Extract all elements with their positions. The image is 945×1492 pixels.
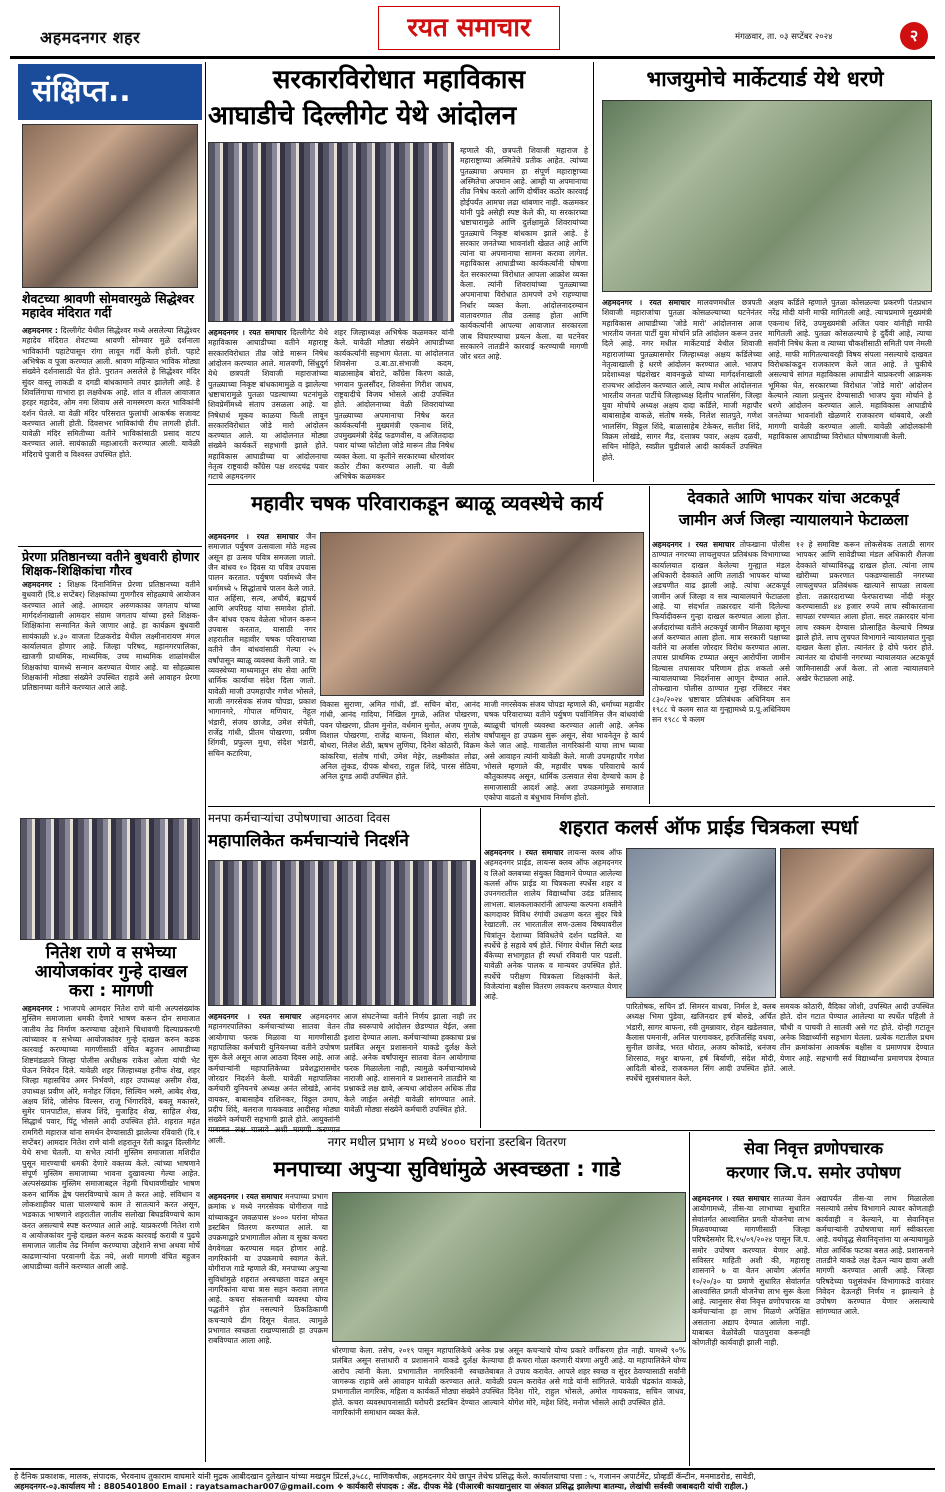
retired-headline-2: करणार जि.प. समोर उपोषण xyxy=(726,1163,901,1182)
devkate-col1-wrap xyxy=(652,540,790,802)
story2-byline: अहमदनगर : xyxy=(22,580,62,589)
colours-byline: अहमदनगर । रयत समाचार xyxy=(484,848,564,857)
lead-byline: अहमदनगर । रयत समाचार xyxy=(208,328,287,337)
footer-line-2: अहमदनगर-०३.कार्यालय मो : 8805401800 Email : rayatsamachar007@gmail.com ❖ कार्यकारी संपादक : ॲड. दीपक मेढे (पीआरबी कायद्यानुसार या अंकात प्रसिद्ध झालेल्या बातम्या, लेखांची सर्वस्वी जबाबदारी यांची राहील.) xyxy=(14,1482,749,1491)
manapa-col2: आज संघटनेच्या वतीने निर्णय झाला नाही तर तीव्र स्वरूपाचे आंदोलन छेडण्यात येईल, असा इशारा देण्यात आला. कर्मचाऱ्यांच्या हक्काचा प्रश्न प्रलंबित असून प्रशासनाने याकडे दुर्लक्ष केले आहे. अनेक वर्षांपासून सातवा वेतन आयोगाचा फरक मिळालेला नाही, त्यामुळे कर्मचाऱ्यांमध्ये नाराजी आहे. शासनाने व प्रशासनाने तातडीने या प्रश्नाकडे लक्ष द्यावे, अन्यथा आंदोलन अधिक तीव्र केले जाईल असेही यावेळी सांगण्यात आले. यावेळी मोठ्या संख्येने कर्मचारी उपस्थित होते. xyxy=(344,1012,476,1114)
mahavir-byline: अहमदनगर । रयत समाचार xyxy=(208,532,299,541)
dustbin-col1-wrap xyxy=(208,1192,328,1464)
manapa-col1: अहमदनगर महानगरपालिका कर्मचाऱ्यांच्या सातवा वेतन आयोगाचा फरक मिळावा या मागणीसाठी महापालिका कर्मचारी युनियनच्या वतीने उपोषण सुरू केले असून आज आठवा दिवस आहे. आज कर्मचाऱ्यांनी महापालिकेच्या प्रवेशद्वारासमोर जोरदार निदर्शने केली. यावेळी महापालिका कर्मचारी युनियनचे अध्यक्ष अनंत लोखंडे, आनंद वायकर, बाबासाहेब राशिनकर, विठ्ठल उमाप, प्रदीप शिंदे, बलराज गायकवाड आदीसह मोठ्या संख्येने कर्मचारी सहभागी झाले होते. आयुक्तांनी याबाबत लक्ष घालावे अशी मागणी करण्यात आली. xyxy=(208,1012,340,1145)
footer-line-1: हे दैनिक प्रकाशक, मालक, संपादक, भैरवनाथ तुकाराम वाघमारे यांनी मुद्रक आबीदखान दुलेखान यांच्या मखदुम प्रिंटर्स,३५८८, माणिकचौक, अहमदनगर येथे छापून तेथेच प्रसिद्ध केले. कार्यालयाचा पत्ता : ५, गजानन अपार्टमेंट, प्रोव्हर्डी कॅन्टीन, मनमाडरोड, सावेडी, xyxy=(14,1472,756,1481)
colours-headline: शहरात कलर्स ऑफ प्राईड चित्रकला स्पर्धा xyxy=(559,815,858,839)
colours-story xyxy=(482,808,935,1128)
colours-col1-wrap xyxy=(484,848,622,1124)
manapa-headline: महापालिकेत कर्मचाऱ्यांचे निदर्शने xyxy=(208,831,409,851)
sidebar-rule xyxy=(205,62,206,1462)
lead-col3: म्हणाले की, छत्रपती शिवाजी महाराज हे महाराष्ट्राच्या अस्मितेचे प्रतीक आहेत. त्यांच्या पुतळ्याचा अपमान हा संपूर्ण महाराष्ट्राच्या अस्मितेचा अपमान आहे. आम्ही या अपमानाचा तीव्र निषेध करतो आणि दोषींवर कठोर कारवाई होईपर्यंत आमचा लढा थांबणार नाही. कळमकर यांनी पुढे असेही स्पष्ट केले की, या सरकारच्या भ्रष्टाचारामुळे आणि दुर्लक्षामुळे शिवरायांच्या पुतळ्याचे निकृष्ट बांधकाम झाले आहे. हे सरकार जनतेच्या भावनांशी खेळत आहे आणि त्यांना या अपमानाचा सामना करावा लागेल. महाविकास आघाडीच्या कार्यकर्त्यांनी घोषणा देत सरकारच्या विरोधात आपला आक्रोश व्यक्त केला. त्यांनी शिवरायांच्या पुतळ्याच्या अपमानाचा विरोधात ठामपणे उभे राहण्याचा निर्धार व्यक्त केला. आंदोलनादरम्यान वातावरणात तीव्र उत्साह होता आणि कार्यकर्त्यांनी आपल्या आवाजात सरकारला जाब विचारण्याचा प्रयत्न केला. या घटनेवर सरकारने तातडीने कारवाई करण्याची मागणी जोर धरत आहे. xyxy=(460,146,588,362)
bjym-col2: अक्षय कर्डिले म्हणाले पुतळा कोसळल्या प्रकरणी पंतप्रधान नरेंद्र मोदी यांनी माफी मागितली आहे. त्याचप्रमाणे मुख्यमंत्री एकनाथ शिंदे, उपमुख्यमंत्री अजित पवार यांनीही माफी मागितली आहे. पुतळा कोसळल्याचे हे दुर्दैवी आहे, त्याचा सर्वांनी निषेध केला व त्याच्या चौकशीसाठी समिती पण नेमली आहे. माफी मागितल्यावरही विषय संपला नसल्याचे दाखवत विरोधकांकडून राजकारण केले जात आहे. ते चुकीचे असल्याचे सांगत महाविकास आघाडीने याप्रकरणी आक्रमक भूमिका घेत, सरकारच्या विरोधात 'जोडे मारो' आंदोलन केल्याने त्याला प्रत्युत्तर देण्यासाठी भाजप युवा मोर्चाने हे धरणे आंदोलन करण्यात आले. महाविकास आघाडीचे जनतेच्या भावनांशी खेळणारे राजकारण थांबवावे, अशी मागणी यावेळी करण्यात आली. यावेळी आंदोलकांनी महाविकास आघाडीच्या विरोधात घोषणाबाजी केली. xyxy=(768,298,933,442)
mahavir-col2: विकास सुराणा, अमित गांधी, डॉ. सचिन बोरा, आनंद गांधी, आनंद गादिया, निखिल गुगळे, अतिश पोखरणा, पवन पोखरणा, प्रीतम मुनोत, वर्धमान मुनोत, अजय गुगळे, विशाल पोखरणा, राजेंद्र बाफना, विशाल बोरा, संतोष बोथरा, निलेश शेठी, ऋषभ लुणिया, दिनेश कोठारी, विक्रम कांकरिया, संतोष गांधी, उमेश मेहेर, लक्ष्मीकांत लोढा, अनिल लुंकड, दीपक बोथरा, राहुल शिंदे, पारस सेठिया, अनिल दुगड आदी उपस्थित होते. xyxy=(320,700,480,782)
lead-col2: शहर जिल्हाध्यक्ष अभिषेक कळमकर यांनी केले. यावेळी मोठ्या संख्येने आघाडीच्या कार्यकर्त्यांनी सहभाग घेतला. या आंदोलनात शिवसेना उ.बा.ठा.संभाजी कदम, बाळासाहेब बोराटे, काँग्रेस किरण काळे, भगवान फुलसौंदर, शिवसेना गिरीश जाधव, राष्ट्रवादीचे विजय भोसले आदी उपस्थित होते. आंदोलनाच्या वेळी शिवरायांच्या पुतळ्याच्या अपमानाचा निषेध करत कार्यकर्त्यांनी मुख्यमंत्री एकनाथ शिंदे, उपमुख्यमंत्री देवेंद्र फडणवीस, व अजितदादा पवार यांच्या फोटोला जोडे मारून तीव्र निषेध व्यक्त केला. या कृतीने सरकारच्या धोरणांवर कठोर टीका करण्यात आली. या वेळी अभिषेक कळमकर xyxy=(334,328,454,482)
lead-headline-1: सरकारविरोधात महाविकास xyxy=(272,65,526,95)
retired-col1: सातव्या वेतन आयोगामध्ये, तीस-या लाभाच्या सुधारित सेवांतर्गत आश्वासित प्रगती योजनेचा लाभ मिळवण्याच्या मागणीसाठी जिल्हा परिषदेसमोर दि.१५/०९/२०२४ पासून जि.प. समोर उपोषण करण्यात येणार आहे. सविस्तर माहिती अशी की, महाराष्ट्र शासनाने ७ वा वेतन आयोग अंतर्गत १०/२०/३० या प्रमाणे सुधारित सेवांतर्गत आश्वासित प्रगती योजनेचा लाभ सुरू केला आहे. त्यानुसार सेवा निवृत्त व्रणोपचारक या कर्मचाऱ्यांना हा लाभ मिळणे अपेक्षित असताना अद्याप देण्यात आलेला नाही. याबाबत वेळोवेळी पाठपुरावा करूनही कोणतीही कार्यवाही झाली नाही. xyxy=(692,1194,811,1348)
mahavir-rule xyxy=(649,486,650,804)
devkate-col1: तोफखाना पोलीस ठाण्यात नगरच्या लाचलुचपत प्रतिबंधक विभागाच्या कार्यालयात दाखल केलेल्या गुन्ह्यात मंडल अधिकारी देवकाते आणि तलाठी भापकर यांच्या अडचणीत वाढ झाली आहे. त्यांचा अटकपूर्व जामीन अर्ज जिल्हा व सत्र न्यायालयाने फेटाळला आहे. या संदर्भात तक्रारदार यांनी दिलेल्या फिर्यादीवरून गुन्हा दाखल करण्यात आला होता. अर्जदारांच्या वतीने अटकपूर्व जामीन मिळावा म्हणून अर्ज करण्यात आला होता. मात्र सरकारी पक्षाच्या वतीने या अर्जास जोरदार विरोध करण्यात आला. तपास प्राथमिक टप्प्यात असून आरोपींना जामीन दिल्यास तपासावर परिणाम होऊ शकतो असे न्यायालयाच्या निदर्शनास आणून देण्यात आले. तोफखाना पोलीस ठाण्यात गुन्हा रजिस्टर नंबर ८३०/२०२४ भ्रष्टाचार प्रतिबंधक अधिनियम सन १९८८ चे कलम सात या गुन्ह्यामध्ये प्र.पू.अधिनियम सन १९८८ चे कलम xyxy=(652,540,791,725)
temple-photo xyxy=(22,124,198,288)
page-number-badge xyxy=(900,22,928,50)
page-number: २ xyxy=(909,26,919,45)
row1-rule xyxy=(208,484,935,485)
manapa-story xyxy=(208,808,478,1145)
devkate-story xyxy=(652,486,935,804)
dustbin-col2: धोरणाचा केला. तसेच, २०१९ पासून महापालिकेचे अनेक प्रश्न प्रलंबित असून सत्ताधारी व प्रशासनाने याकडे दुर्लक्ष केल्याचा आरोप त्यांनी केला. प्रभागातील नागरिकांनी स्वच्छतेबाबत जागरूक राहावे असे आवाहन यावेळी करण्यात आले. यावेळी प्रभागातील नागरिक, महिला व कार्यकर्ते मोठ्या संख्येने उपस्थित होते. कचरा व्यवस्थापनासाठी घरोघरी डस्टबिन देण्यात आल्याने नागरिकांनी समाधान व्यक्त केले. xyxy=(332,1346,504,1417)
dustbin-rule xyxy=(689,1132,690,1466)
dustbin-photo xyxy=(332,1192,686,1342)
retired-headline-1: सेवा निवृत्त व्रणोपचारक xyxy=(743,1139,884,1158)
issue-date: मंगळवार, ता. ०३ सप्टेंबर २०२४ xyxy=(735,32,833,42)
masthead xyxy=(10,6,935,62)
footer-rule xyxy=(10,1468,935,1470)
sidebar-title-box xyxy=(18,64,202,120)
manapa-rule xyxy=(480,808,481,1128)
masthead-rule xyxy=(10,56,935,59)
mahavir-story xyxy=(208,486,646,804)
meeting-photo xyxy=(20,818,200,940)
lead-headline-2: आघाडीचे दिल्लीगेट येथे आंदोलन xyxy=(208,101,517,131)
paper-name-box xyxy=(378,6,560,50)
lead-col1: दिल्लीगेट येथे महाविकास आघाडीच्या वतीने महाराष्ट्र सरकारविरोधात तीव्र जोडे मारून निषेध आंदोलन करण्यात आले. मालवणी, सिंधुदुर्ग येथे छत्रपती शिवाजी महाराजांच्या पुतळ्याच्या निकृष्ट बांधकामामुळे व झालेल्या भ्रष्टाचारामुळे पुतळा पडल्याच्या घटनांमुळे शिवप्रेमींमध्ये संताप उसळला आहे. या निषेधार्थ मूकव काळया फिती लावून सरकारविरोधात जोडे मारो आंदोलन करण्यात आले. या आंदोलनात मोठ्या संख्येने कार्यकर्ते सहभागी झाले होते. महाविकास आघाडीच्या या आंदोलनाचा नेतृत्व राष्ट्रवादी काँग्रेस पक्ष शरदचंद्र पवार गटाचे अहमदनगर xyxy=(208,328,329,482)
paper-name: रयत समाचार xyxy=(407,13,531,43)
row2-rule xyxy=(208,806,935,807)
lead-col1-wrap xyxy=(208,328,329,482)
story2-body-wrap xyxy=(22,580,200,810)
manapa-kicker: मनपा कर्मचाऱ्यांचा उपोषणाचा आठवा दिवस xyxy=(208,811,390,825)
story3-body: भाजपचे आमदार नितेश राणे यांनी अल्पसंख्यांक मुस्लिम समाजाला धमकी देणारे भाषण करून दोन समाजात जातीय तेढ निर्माण करण्याचा उद्देशाने चिथावणी दिल्याप्रकरणी त्यांच्यावर व सभेच्या आयोजकांवर गुन्हे दाखल करुन कडक कारवाई करण्याच्या मागणीसाठी वंचित बहुजन आघाडीच्या शिष्टमंडळाने जिल्हा पोलीस अधीक्षक राकेश ओला यांची भेट घेऊन निवेदन दिले. यावेळी शहर जिल्हाध्यक्ष हनीफ शेख, शहर जिल्हा महासचिव अमर निर्भवणे, शहर उपाध्यक्ष असीम शेख, उपाध्यक्ष प्रवीण ओरे, मनोहर जिंदम, सिल्विन भस्मे, आबेद शेख, अक्षय शिंदे, जोसेफ विल्सन, राजू भिंगारदिवे, बबलू मकासरे, सुमेर पानपाटील, संजय शिंदे, मुजाहिद शेख, साहिल शेख, सिद्धार्थ पवार, पिंटू भोसले आदी उपस्थित होते. शहरात महंत रामगिरी महाराज यांना समर्थन देण्यासाठी झालेल्या रविवारी (दि.१ सप्टेंबर) आमदार नितेश राणे यांनी शहरातून रॅली काढून दिल्लीगेट येथे सभा घेतली. या सभेत त्यांनी मुस्लिम समाजाला मशिदीत घुसून मारण्याची धमकी देणारे वक्तव्य केले. त्यांच्या भाषणाने संपूर्ण मुस्लिम समाजाच्या भावना दुखावल्या गेल्या आहेत. अल्पसंख्यांक मुस्लिम समाजाबद्दल नेहमी चिथावणीखोर भाषण करुन धार्मिक द्वेष पसरविण्याचे काम ते करत आहे. संविधान व लोकशाहीवर घाला घालण्याचे काम ते सातत्याने करत असून, भडकाऊ भाषणाने शहरातील जातीय सलोखा बिघडविण्याचे काम करत असल्याचे स्पष्ट करण्यात आले आहे. याप्रकरणी नितेश राणे व आयोजकांवर गुन्हे दाखल करुन कडक कारवाई करावी व पुढचे समाजात जातीय तेढ निर्माण करण्याचा उद्देशाने सभा अथवा मोर्चे काढणाऱ्यांना परवानगी देऊ नये, अशी मागणी वंचित बहुजन आघाडीच्या वतीने करण्यात आली आहे. xyxy=(22,1004,200,1271)
dustbin-story xyxy=(208,1132,686,1466)
sidebar-divider-1 xyxy=(18,546,202,547)
manapa-byline: अहमदनगर । रयत समाचार xyxy=(208,1012,302,1021)
mahavir-headline: महावीर चषक परिवाराकडून ब्याळू व्यवस्थेचे कार्य xyxy=(251,491,603,515)
colours-photo-1 xyxy=(626,848,776,998)
sidebar xyxy=(18,62,202,1467)
story3-body-wrap xyxy=(22,1004,200,1454)
sidebar-title: संक्षिप्त.. xyxy=(32,74,131,109)
story2-headline: प्रेरणा प्रतिष्ठानच्या वतीने बुधवारी होणार शिक्षक-शिक्षिकांचा गौरव xyxy=(22,549,200,578)
section-label: अहमदनगर शहर xyxy=(40,28,141,47)
colours-col3: समयक कोठारी, वैदिका जोशी, उपस्थित आदी उपस्थित होते. दोन गटात घेण्यात आलेल्या या स्पर्धेत पहिली ते चौथी व पाचवी ते सातवी असे गट होते. दोन्ही गटातून अनेक विद्यार्थ्यांनी सहभाग घेतला. प्रत्येक गटातील प्रथम तीन क्रमांकांना आकर्षक बक्षीस व प्रमाणपत्र देण्यात येणार आहे. सहभागी सर्व विद्यार्थ्यांना प्रमाणपत्र देण्यात आले. xyxy=(780,1002,934,1073)
devkate-headline-1: देवकाते आणि भापकर यांचा अटकपूर्व xyxy=(687,489,900,507)
devkate-byline: अहमदनगर । रयत समाचार xyxy=(652,540,735,549)
story3-headline: नितेश राणे व सभेच्या आयोजकांवर गुन्हे दाखल करा : मागणी xyxy=(34,943,188,1002)
story2-body: शिक्षक दिनानिमित्त प्रेरणा प्रतिष्ठानच्या वतीने बुधवारी (दि.४ सप्टेंबर) शिक्षकांच्या गुणगौरव सोहळ्याचे आयोजन करण्यात आले आहे. आमदार अरुणकाका जगताप यांच्या मार्गदर्शनाखाली आमदार संग्राम जगताप यांच्या हस्ते शिक्षक-शिक्षिकांना सन्मानित केले जाणार आहे. हा कार्यक्रम बुधवारी सायंकाळी ४.३० वाजता टिळकरोड येथील लक्ष्मीनारायण मंगल कार्यालयात होणार आहे. जिल्हा परिषद, महानगरपालिका, खाजगी प्राथमिक, माध्यमिक, उच्च माध्यमिक शाळांमधील शिक्षकांचा यामध्ये सन्मान करण्यात येणार आहे. या सोहळ्यास शिक्षकांनी मोठ्या संख्येने उपस्थित राहावे असे आवाहन प्रेरणा प्रतिष्ठानच्या वतीने करण्यात आले आहे. xyxy=(22,580,200,693)
lead-rule xyxy=(593,62,594,482)
bjym-byline: अहमदनगर । रयत समाचार xyxy=(602,298,691,307)
story1-body: दिल्लीगेट येथील सिद्धेश्वर मध्ये असलेल्या सिद्धेश्वर महादेव मंदिरात शेवटच्या श्रावणी सोमवार मुळे दर्शनाला भाविकांनी पहाटेपासून रांगा लावून गर्दी केली होती. पहाटे अभिषेक व पूजा करण्यात आली. श्रावण महिन्यात भाविक मोठ्या संख्येने दर्शनासाठी येत होते. पुरातन असलेले हे सिद्धेश्वर मंदिर सुंदर वास्तू लाकडी व दगडी बांधकामाने तयार झालेली आहे. हे शिवलिंगाचा गाभारा हा लक्षवेधक आहे. शांत व शीतल आवाजात हरहर महादेव, ओम नमः शिवाय असे नामस्मरण करत भाविकांनी दर्शन घेतले. या वेळी मंदिर परिसरात फुलांची आकर्षक सजावट करण्यात आली होती. दिवसभर भाविकांची रीघ लागली होती. यावेळी मंदिर समितीच्या वतीने भाविकांसाठी प्रसाद वाटप करण्यात आले. सायंकाळी महाआरती करण्यात आली. यावेळी मंदिराचे पुजारी व विश्वस्त उपस्थित होते. xyxy=(22,326,200,459)
devkate-headline-2: जामीन अर्ज जिल्हा न्यायालयाने फेटाळला xyxy=(678,511,909,529)
story1-body-wrap xyxy=(22,326,200,542)
dustbin-kicker: नगर मधील प्रभाग ४ मध्ये ४००० घरांना डस्टबिन वितरण xyxy=(327,1135,567,1149)
footer-imprint xyxy=(14,1472,934,1492)
dustbin-byline: अहमदनगर । रयत समाचार xyxy=(208,1192,283,1201)
mahavir-col3: माजी नगरसेवक संजय चोपडा म्हणाले की, धर्माच्या महावीर चषक परिवाराच्या वतीने पर्युषण पर्वानिमित्त जैन बांधवांची ब्याळूची चांगली व्यवस्था करण्यात आली आहे. अनेक वर्षांपासून हा उपक्रम सुरू असून, सेवा भावनेतून हे कार्य केले जात आहे. गावातील नागरिकांनी याचा लाभ घ्यावा असे आवाहन त्यांनी यावेळी केले. माजी उपमहापौर गणेश भोसले म्हणाले की, महावीर चषक परिवाराचे कार्य कौतुकास्पद असून, धार्मिक उत्सवात सेवा देण्याचे काम हे समाजासाठी आदर्श आहे. अशा उपक्रमांमुळे समाजात एकोपा वाढतो व बंधुभाव निर्माण होतो. xyxy=(484,700,644,802)
retired-byline: अहमदनगर । रयत समाचार xyxy=(692,1194,770,1203)
colours-photo-2 xyxy=(780,848,934,998)
colours-col1: लायन्स क्लब ऑफ अहमदनगर प्राईड, लायन्स क्लब ऑफ अहमदनगर व लिओ क्लबच्या संयुक्त विद्यमाने घेण्यात आलेल्या कलर्स ऑफ प्राईड या चित्रकला स्पर्धेस शहर व उपनगरातील शालेय विद्यार्थ्यांचा उदंड प्रतिसाद लाभला. बालकलाकारांनी आपल्या कल्पना शक्तीने कागदावर विविध रंगांची उधळण करत सुंदर चित्रे रेखाटली. तर भारतातील सण-उत्सव विषयावरील चित्रांतून देशाच्या विविधतेचे दर्शन घडविले. या स्पर्धेचे हे सहावे वर्ष होते. भिंगार येथील सिटी ब्लड बँकेच्या सभागृहात ही स्पर्धा रविवारी पार पडली. यावेळी अनेक पालक व मान्यवर उपस्थित होते. स्पर्धेचे परीक्षण चित्रकला शिक्षकांनी केले. विजेत्यांना बक्षीस वितरण लवकरच करण्यात येणार आहे. xyxy=(484,848,622,1002)
colours-col2: पारितोषक, सचिन डॉ. सिमरन वाधवा, निर्मल डे, क्लब अध्यक्ष भिमा पुंडेवा, खजिनदार हर्ष बोरुडे, अर्चित भंडारी, सागर बाफना, रवी तुमन्नावार, रोहन खडेलवाल, कैलास पमनानी, अनिल पारगावकर, हरजितसिंह वधवा, सुनील छाजेड, भरत थोरात, अजय कोकांडे, धनंजय शिरसाठ, मधुर बाफना, हर्ष बिर्याणी, संदेश मोदी, आदिती बोरुडे, राजकमल सिंग आदी उपस्थित होते. स्पर्धेचे सूत्रसंचालन केले. xyxy=(626,1002,776,1084)
retired-col1-wrap xyxy=(692,1194,810,1464)
mahavir-col1-wrap xyxy=(208,532,316,802)
story1-byline: अहमदनगर : xyxy=(22,326,58,335)
dustbin-col1: मनपाच्या प्रभाग क्रमांक ४ मध्ये नगरसेवक योगीराज गाडे यांच्याकडून जवळपास ४००० घरांना मोफत डस्टबिन वितरण करण्यात आले. या उपक्रमाद्वारे प्रभागातील ओला व सुका कचरा वेगवेगळा करण्यास मदत होणार आहे. नागरिकांनी या उपक्रमाचे स्वागत केले. योगीराज गाडे म्हणाले की, मनपाच्या अपुऱ्या सुविधांमुळे शहरात अस्वच्छता वाढत असून नागरिकांना याचा त्रास सहन करावा लागत आहे. कचरा संकलनाची व्यवस्था योग्य पद्धतीने होत नसल्याने ठिकठिकाणी कचऱ्याचे ढीग दिसून येतात. त्यामुळे प्रभागात स्वच्छता राखण्यासाठी हा उपक्रम राबविण्यात आला आहे. xyxy=(208,1192,329,1346)
manapa-photo xyxy=(208,860,476,1006)
story3-byline: अहमदनगर : xyxy=(22,1004,60,1013)
bjym-photo xyxy=(602,100,932,292)
lead-photo xyxy=(208,142,454,322)
mahavir-col1: जैन समाजात पर्युषण उत्सवाला मोठे महत्त्व असून हा उत्सव पवित्र समजला जातो. जैन बांधव १० दिवस या पवित्र उपवास पालन करतात. पर्युषण पर्वामध्ये जैन धर्मामध्ये ५ सिद्धांताचे पालन केले जाते. यात अहिंसा, सत्य, अचौर्य, ब्रह्मचर्य आणि अपरिग्रह यांचा समावेश होतो. जैन बांधव एकच वेळेला भोजन करून उपवास करतात, यासाठी नगर शहरातील महावीर चषक परिवाराच्या वतीने जैन बांधवांसाठी गेल्या २५ वर्षांपासून ब्याळू व्यवस्था केली जाते. या व्यवस्थेच्या माध्यमातून संघ सेवा आणि धार्मिक कार्याचा संदेश दिला जातो. यावेळी माजी उपमहापौर गणेश भोसले, माजी नगरसेवक संजय चोपडा, प्रकाश भागानगरे, गोपाल मणियार, नेहूल भंडारी, संजय छाजेड, उमेश संचेती, राजेंद्र गांधी, प्रीतम पोखरणा, प्रवीण शिंगवी, प्रफुल्ल मुथा, संदेश भंडारी, सचिन कटारिया, xyxy=(208,532,316,758)
mahavir-photo xyxy=(320,532,644,696)
dustbin-col3: असून कचऱ्याचे योग्य प्रकारे वर्गीकरण होत नाही. यामध्ये ९०% ही कचरा गोळा करणारी यंत्रणा अपुरी आहे. या महापालिकेने योग्य ते उपाय करावेत. आपले शहर स्वच्छ व सुंदर ठेवण्यासाठी सर्वांनी प्रयत्न करावेत असे गाडे यांनी सांगितले. यावेळी चंद्रकांत वाकळे, दिनेश गोरे, राहुल भोसले, अमोल गायकवाड, सचिन जाधव, योगेश मोरे, महेश शिंदे, मनोज भोसले आदी उपस्थित होते. xyxy=(508,1346,686,1407)
bjym-col1: मालवणमधील छत्रपती शिवाजी महाराजांचा पुतळा कोसळल्याच्या घटनेनंतर महाविकास आघाडीच्या 'जोडे मारो' आंदोलनास आज भारतीय जनता पार्टी युवा मोर्चाने प्रति आंदोलन करून उत्तर दिले आहे. नगर मधील मार्केटयार्ड येथील शिवाजी महाराजांच्या पुतळ्यासमोर जिल्हाध्यक्ष अक्षय कर्डिलेच्या नेतृत्वाखाली हे धरणे आंदोलन करण्यात आले. भाजप प्रदेशाध्यक्ष चंद्रशेखर बावनकुळे यांच्या मार्गदर्शनाखाली राज्यभर आंदोलन करण्यात आले, त्याच मधील आंदोलनात भारतीय जनता पार्टीचे जिल्हाध्यक्ष दिलीप भालसिंग, जिल्हा युवा मोर्चाचे अध्यक्ष अक्षय दादा कर्डिले, माजी महापौर बाबासाहेब वाकळे, संतोष मस्के, निलेश सातपुते, गणेश भालसिंग, विठ्ठल शिंदे, बाळासाहेब टेकेकर, सतीश शिंदे, विक्रम लोखंडे, सागर मैड, दत्तात्रय पवार, अक्षय दळवी, सचिन मोहिते, स्वप्नील चुडीवाले आदी कार्यकर्ते उपस्थित होते. xyxy=(602,298,763,462)
row3-rule xyxy=(208,1130,935,1131)
bjym-story xyxy=(596,62,934,482)
lead-story xyxy=(208,62,590,482)
retired-story xyxy=(692,1132,935,1466)
dustbin-headline: मनपाच्या अपुऱ्या सुविधांमुळे अस्वच्छता : गाडे xyxy=(273,1157,621,1181)
manapa-col1-wrap xyxy=(208,1012,340,1145)
bjym-col1-wrap xyxy=(602,298,762,478)
devkate-col2: १२ हे समाविष्ट करून लोकसेवक तलाठी सागर भापकर आणि सावेडीच्या मंडल अधिकारी शैलजा देवकाते यांच्याविरुद्ध दाखल होता. त्यांना लाच खोरीच्या प्रकरणात पकडण्यासाठी नगरच्या लाचलुचपत प्रतिबंधक खात्याने सापळा लावला होता. तक्रारदाराच्या फेरफाराच्या नोंदी मंजूर करण्यासाठी ४४ हजार रुपये लाच स्वीकारताना सापळा रचण्यात आला होता. सदर तक्रारदार यांना लाच रक्कम देण्यास प्रोत्साहित केल्याचे निष्पन्न झाले होते. लाच लुचपत विभागाने न्यायालयात गुन्हा दाखल केला होता. त्यानंतर हे दोघे फरार होते. त्यानंतर या दोघांनी नगरच्या न्यायालयात अटकपूर्व जामिनासाठी अर्ज केला. तो आता न्यायालयाने अखेर फेटाळला आहे. xyxy=(796,540,934,684)
retired-col2: अद्यापर्यंत तीस-या लाभ मिळालेला नसल्याचे तसेच विभागाने त्यावर कोणताही कार्यवाही न केल्याने, या सेवानिवृत्त कर्मचाऱ्यांनी उपोषणाचा मार्ग स्वीकारला आहे. वयोवृद्ध सेवानिवृत्तांना या अन्यायामुळे मोठा आर्थिक फटका बसत आहे. प्रशासनाने तातडीने याकडे लक्ष देऊन न्याय द्यावा अशी मागणी करण्यात आली आहे. जिल्हा परिषदेच्या पशुसंवर्धन विभागाकडे वारंवार निवेदन देऊनही निर्णय न झाल्याने हे उपोषण करण्यात येणार असल्याचे सांगण्यात आले. xyxy=(816,1194,934,1317)
story1-headline: शेवटच्या श्रावणी सोमवारमुळे सिद्धेश्वर महादेव मंदिरात गर्दी xyxy=(22,291,195,320)
bjym-headline: भाजयुमोचे मार्केटयार्ड येथे धरणे xyxy=(646,67,884,91)
